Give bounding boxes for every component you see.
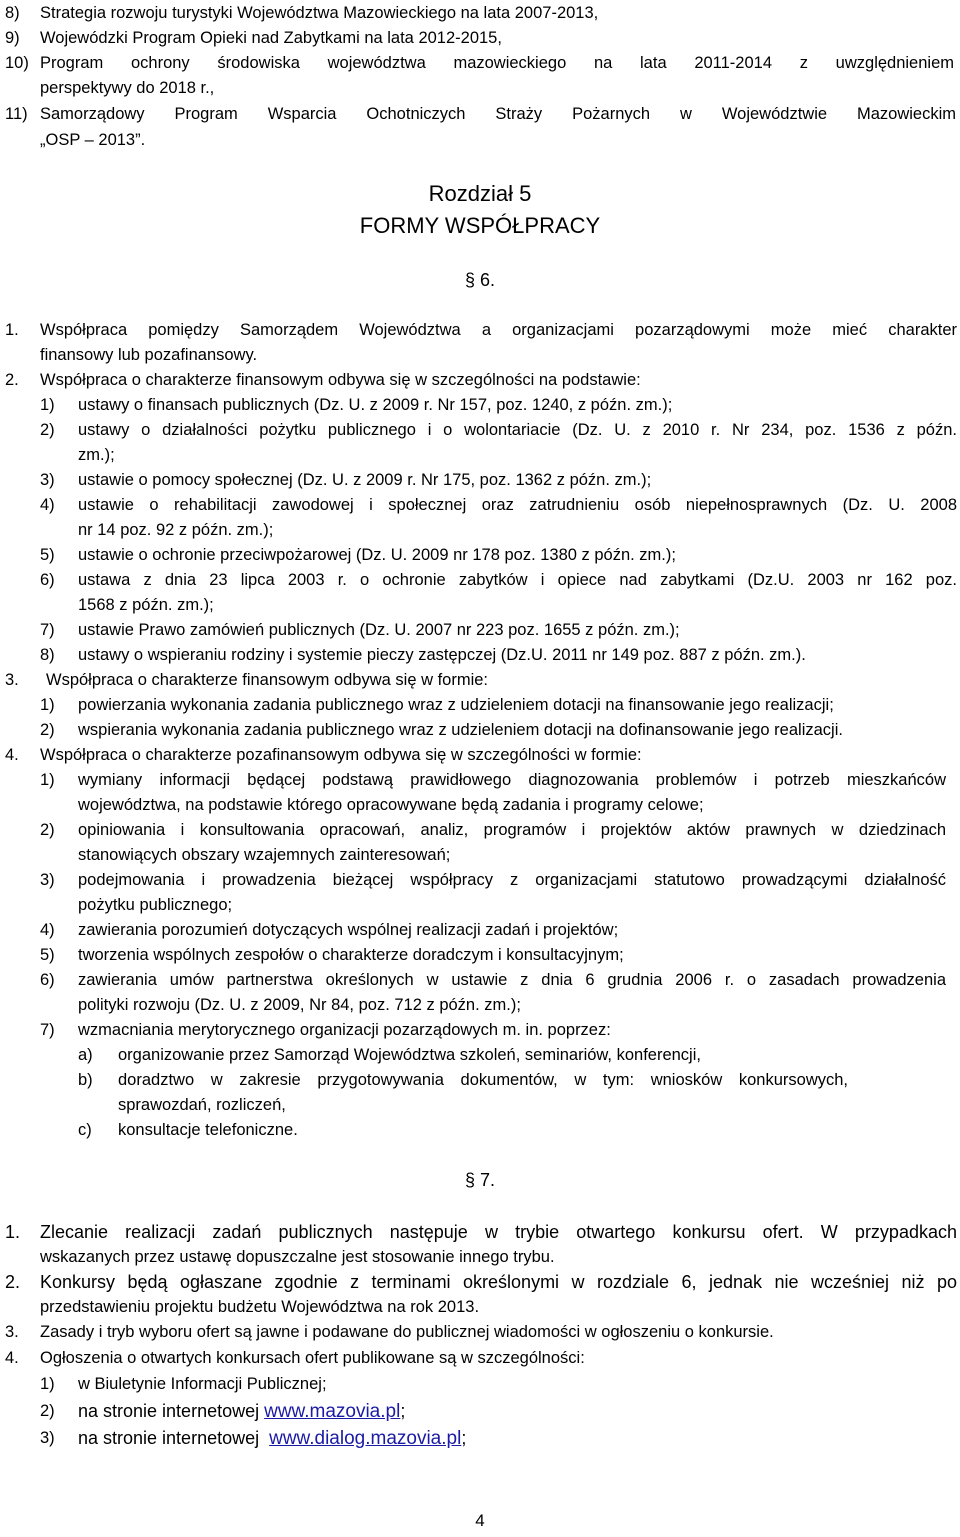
sec6-p4-item-2 xyxy=(0,818,960,843)
intro-item-9 xyxy=(0,26,960,51)
item-text: zawierania umów partnerstwa określonych w ustawie z dnia 6 grudnia 2006 r. o zasadach prowadzenia xyxy=(78,971,946,989)
sec6-p3-item-2 xyxy=(0,718,960,743)
sec6-p4-item-3 xyxy=(0,868,960,893)
item-text-lead: na stronie internetowej xyxy=(78,1401,265,1421)
paragraph-text: Współpraca o charakterze finansowym odbywa się w szczególności na podstawie: xyxy=(40,371,641,389)
paragraph-text: Współpraca o charakterze pozafinansowym odbywa się w szczególności w formie: xyxy=(40,746,642,764)
item-number: 3) xyxy=(40,471,55,489)
item-text: organizowanie przez Samorząd Województwa szkoleń, seminariów, konferencji, xyxy=(118,1046,701,1064)
item-number: a) xyxy=(78,1046,93,1064)
sec6-p1 xyxy=(0,318,960,343)
sec7-p4-item-2 xyxy=(0,1399,960,1424)
paragraph-number: 4. xyxy=(5,746,19,764)
sec7-p2 xyxy=(0,1270,960,1295)
item-number: 7) xyxy=(40,621,55,639)
item-text: konsultacje telefoniczne. xyxy=(118,1121,298,1139)
paragraph-text: Współpraca o charakterze finansowym odbywa się w formie: xyxy=(46,671,489,689)
sec6-p2-item-6 xyxy=(0,568,960,593)
paragraph-text: Współpraca pomiędzy Samorządem Województwa a organizacjami pozarządowymi może mieć charakter xyxy=(40,321,957,339)
sec7-p4 xyxy=(0,1346,960,1371)
paragraph-number: 1. xyxy=(5,1222,21,1242)
sec7-p4-item-1 xyxy=(0,1372,960,1397)
section-sign-6: § 6. xyxy=(464,270,496,290)
item-text: ustawy o działalności pożytku publicznego i o wolontariacie (Dz. U. z 2010 r. Nr 234, poz. 1536 z późn. xyxy=(78,421,957,439)
page-number: 4 xyxy=(475,1511,485,1530)
item-number: 6) xyxy=(40,571,55,589)
item-number: c) xyxy=(78,1121,92,1139)
item-text: opiniowania i konsultowania opracowań, analiz, programów i projektów aktów prawnych w dziedzinach xyxy=(78,821,946,839)
sec6-p4-item-6 xyxy=(0,968,960,993)
dialog-mazovia-link[interactable]: www.dialog.mazovia.pl xyxy=(269,1428,462,1449)
item-number: b) xyxy=(78,1071,93,1089)
item-text-cont: polityki rozwoju (Dz. U. z 2009, Nr 84, poz. 712 z późn. zm.); xyxy=(78,996,521,1014)
intro-item-10 xyxy=(0,51,960,76)
sec6-p2-item-5 xyxy=(0,543,960,568)
item-number: 9) xyxy=(5,29,20,47)
sec7-p3 xyxy=(0,1320,960,1345)
sec6-p3-item-1 xyxy=(0,693,960,718)
item-text: Samorządowy Program Wsparcia Ochotniczych Straży Pożarnych w Województwie Mazowieckim xyxy=(40,105,956,123)
item-text: doradztwo w zakresie przygotowywania dokumentów, w tym: wniosków konkursowych, xyxy=(118,1071,848,1089)
item-text-cont: województwa, na podstawie którego opracowywane będą zadania i programy celowe; xyxy=(78,796,704,814)
item-text: ustawy o wspieraniu rodziny i systemie pieczy zastępczej (Dz.U. 2011 nr 149 poz. 887 z późn. zm.). xyxy=(78,646,806,664)
item-text-end: ; xyxy=(400,1401,406,1421)
sec6-p4-sub-item-2 xyxy=(0,1068,960,1093)
item-text-lead: na stronie internetowej xyxy=(78,1428,270,1448)
item-number: 7) xyxy=(40,1021,55,1039)
sec6-p4 xyxy=(0,743,960,768)
item-number: 4) xyxy=(40,496,55,514)
item-number: 2) xyxy=(40,721,55,739)
item-text-cont: nr 14 poz. 92 z późn. zm.); xyxy=(78,521,274,539)
item-number: 1) xyxy=(40,696,55,714)
item-text-cont: perspektywy do 2018 r., xyxy=(40,79,215,97)
sec6-p2 xyxy=(0,368,960,393)
sec6-p2-item-8 xyxy=(0,643,960,668)
paragraph-number: 3. xyxy=(5,671,19,689)
paragraph-number: 2. xyxy=(5,371,19,389)
sec6-p4-sub-item-3 xyxy=(0,1118,960,1143)
item-text: zawierania porozumień dotyczących wspólnej realizacji zadań i projektów; xyxy=(78,921,619,939)
item-text-cont: pożytku publicznego; xyxy=(78,896,233,914)
paragraph-text-cont: finansowy lub pozafinansowy. xyxy=(40,346,258,364)
paragraph-number: 3. xyxy=(5,1323,19,1341)
sec6-p4-item-4 xyxy=(0,918,960,943)
item-text: ustawa z dnia 23 lipca 2003 r. o ochronie zabytków i opiece nad zabytkami (Dz.U. 2003 nr 162 poz. xyxy=(78,571,957,589)
item-text: powierzania wykonania zadania publicznego wraz z udzieleniem dotacji na finansowanie jego realizacji; xyxy=(78,696,834,714)
item-number: 2) xyxy=(40,421,55,439)
item-text: ustawie o ochronie przeciwpożarowej (Dz. U. 2009 nr 178 poz. 1380 z późn. zm.); xyxy=(78,546,676,564)
sec6-p4-item-1 xyxy=(0,768,960,793)
item-number: 11) xyxy=(5,105,28,123)
item-text: ustawie o rehabilitacji zawodowej i społecznej oraz zatrudnieniu osób niepełnosprawnych (Dz. U. 2008 xyxy=(78,496,957,514)
item-text: ustawy o finansach publicznych (Dz. U. z 2009 r. Nr 157, poz. 1240, z późn. zm.); xyxy=(78,396,673,414)
chapter-title: Rozdział 5 xyxy=(428,181,532,206)
item-text-end: ; xyxy=(461,1428,467,1448)
paragraph-number: 4. xyxy=(5,1349,19,1367)
item-text xyxy=(78,1399,405,1424)
sec6-p2-item-3 xyxy=(0,468,960,493)
item-text-cont: zm.); xyxy=(78,446,115,464)
sec6-p4-item-7 xyxy=(0,1018,960,1043)
item-text: podejmowania i prowadzenia bieżącej współpracy z organizacjami statutowo prowadzącymi działalność xyxy=(78,871,946,889)
item-number: 2) xyxy=(40,821,55,839)
intro-item-8 xyxy=(0,1,960,26)
item-text-cont: sprawozdań, rozliczeń, xyxy=(118,1096,286,1114)
section-sign-7: § 7. xyxy=(464,1170,496,1190)
item-number: 8) xyxy=(40,646,55,664)
item-text: wzmacniania merytorycznego organizacji pozarządowych m. in. poprzez: xyxy=(78,1021,611,1039)
sec6-p4-item-5 xyxy=(0,943,960,968)
sec6-p3 xyxy=(0,668,960,693)
paragraph-text: Konkursy będą ogłaszane zgodnie z terminami określonymi w rozdziale 6, jednak nie wcześniej niż po xyxy=(40,1272,957,1292)
item-text-cont: 1568 z późn. zm.); xyxy=(78,596,214,614)
mazovia-link[interactable]: www.mazovia.pl xyxy=(264,1401,401,1422)
item-text: wymiany informacji będącej podstawą prawidłowego diagnozowania problemów i potrzeb mieszkańców xyxy=(78,771,946,789)
item-number: 3) xyxy=(40,1429,55,1447)
sec6-p2-item-1 xyxy=(0,393,960,418)
item-text xyxy=(78,1426,466,1451)
item-number: 6) xyxy=(40,971,55,989)
item-text: tworzenia wspólnych zespołów o charakterze doradczym i konsultacyjnym; xyxy=(78,946,624,964)
item-text: Strategia rozwoju turystyki Województwa Mazowieckiego na lata 2007-2013, xyxy=(40,4,599,22)
sec6-p4-sub-item-1 xyxy=(0,1043,960,1068)
paragraph-text: Ogłoszenia o otwartych konkursach ofert publikowane są w szczególności: xyxy=(40,1349,585,1367)
item-number: 10) xyxy=(5,54,29,72)
item-number: 8) xyxy=(5,4,20,22)
sec6-p2-item-2 xyxy=(0,418,960,443)
item-text: wspierania wykonania zadania publicznego wraz z udzieleniem dotacji na dofinansowanie jego realizacji. xyxy=(78,721,843,739)
paragraph-text-cont: wskazanych przez ustawę dopuszczalne jest stosowanie innego trybu. xyxy=(40,1248,555,1266)
paragraph-number: 1. xyxy=(5,321,19,339)
intro-item-11 xyxy=(0,102,960,127)
item-number: 1) xyxy=(40,771,55,789)
item-number: 4) xyxy=(40,921,55,939)
item-text-cont: „OSP – 2013”. xyxy=(40,131,146,149)
item-number: 1) xyxy=(40,396,55,414)
sec7-p1 xyxy=(0,1220,960,1245)
sec6-p2-item-7 xyxy=(0,618,960,643)
paragraph-text-cont: przedstawieniu projektu budżetu Województwa na rok 2013. xyxy=(40,1298,480,1316)
paragraph-text: Zlecanie realizacji zadań publicznych następuje w trybie otwartego konkursu ofert. W przypadkach xyxy=(40,1222,957,1242)
sec7-p4-item-3 xyxy=(0,1426,960,1451)
item-text: ustawie o pomocy społecznej (Dz. U. z 2009 r. Nr 175, poz. 1362 z późn. zm.); xyxy=(78,471,652,489)
paragraph-text: Zasady i tryb wyboru ofert są jawne i podawane do publicznej wiadomości w ogłoszeniu o konkursie. xyxy=(40,1323,774,1341)
item-number: 5) xyxy=(40,946,55,964)
sec6-p2-item-4 xyxy=(0,493,960,518)
item-number: 5) xyxy=(40,546,55,564)
item-number: 3) xyxy=(40,871,55,889)
chapter-subtitle: FORMY WSPÓŁPRACY xyxy=(359,213,601,238)
paragraph-number: 2. xyxy=(5,1272,21,1292)
item-number: 2) xyxy=(40,1402,55,1420)
item-text: ustawie Prawo zamówień publicznych (Dz. U. 2007 nr 223 poz. 1655 z późn. zm.); xyxy=(78,621,680,639)
item-text: Program ochrony środowiska województwa mazowieckiego na lata 2011-2014 z uwzględnieniem xyxy=(40,54,954,72)
item-text: Wojewódzki Program Opieki nad Zabytkami na lata 2012-2015, xyxy=(40,29,502,47)
item-text-cont: stanowiących obszary wzajemnych zainteresowań; xyxy=(78,846,451,864)
item-number: 1) xyxy=(40,1375,55,1393)
item-text: w Biuletynie Informacji Publicznej; xyxy=(78,1375,327,1393)
